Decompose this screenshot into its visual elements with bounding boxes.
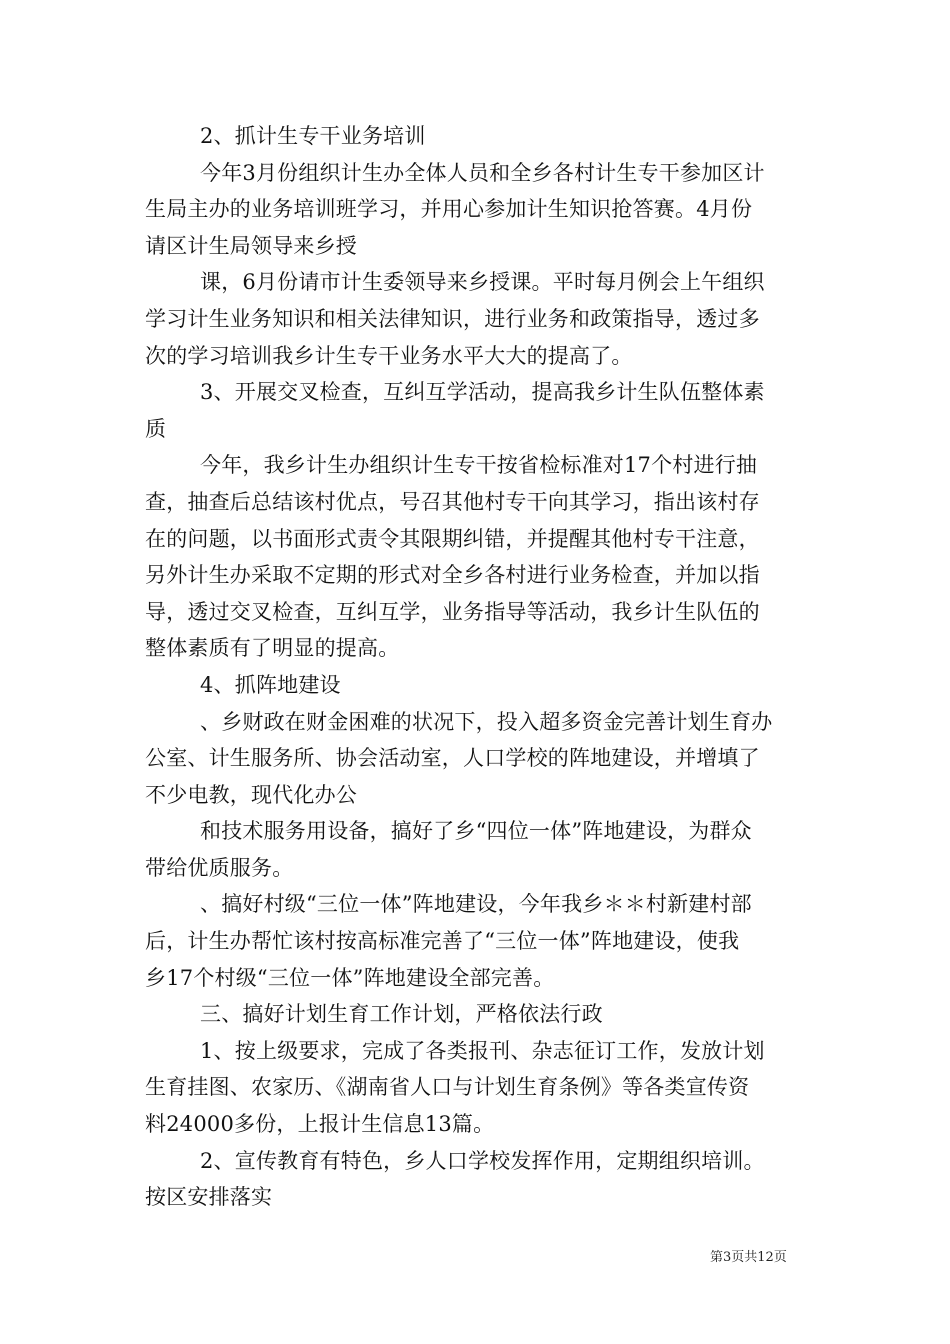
text-line: 和技术服务用设备，搞好了乡“四位一体”阵地建设，为群众 xyxy=(200,819,752,844)
text-line: 带给优质服务。 xyxy=(145,855,294,880)
page-number: 第3页共12页 xyxy=(710,1250,787,1265)
text-line: 按区安排落实 xyxy=(145,1185,273,1210)
text-line: 今年3月份组织计生办全体人员和全乡各村计生专干参加区计 xyxy=(200,160,765,185)
text-line: 、乡财政在财金困难的状况下，投入超多资金完善计划生育办 xyxy=(200,709,773,734)
text-line: 学习计生业务知识和相关法律知识，进行业务和政策指导，透过多 xyxy=(145,306,760,331)
text-line: 4、抓阵地建设 xyxy=(200,672,341,697)
text-line: 3、开展交叉检查，互纠互学活动，提高我乡计生队伍整体素 xyxy=(200,380,765,405)
text-line: 、搞好村级“三位一体”阵地建设，今年我乡＊＊村新建村部 xyxy=(200,892,752,917)
text-line: 1、按上级要求，完成了各类报刊、杂志征订工作，发放计划 xyxy=(200,1038,765,1063)
text-line: 另外计生办采取不定期的形式对全乡各村进行业务检查，并加以指 xyxy=(145,563,760,588)
text-line: 课，6月份请市计生委领导来乡授课。平时每月例会上午组织 xyxy=(200,270,765,295)
text-line: 乡17个村级“三位一体”阵地建设全部完善。 xyxy=(145,965,555,990)
text-line: 生局主办的业务培训班学习，并用心参加计生知识抢答赛。4月份 xyxy=(145,197,753,222)
text-line: 2、宣传教育有特色，乡人口学校发挥作用，定期组织培训。 xyxy=(200,1148,765,1173)
text-line: 不少电教，现代化办公 xyxy=(145,782,357,807)
text-line: 查，抽查后总结该村优点，号召其他村专干向其学习，指出该村存 xyxy=(145,489,760,514)
text-line: 质 xyxy=(145,416,167,441)
text-line: 在的问题，以书面形式责令其限期纠错，并提醒其他村专干注意， xyxy=(145,526,760,551)
text-line: 导，透过交叉检查，互纠互学，业务指导等活动，我乡计生队伍的 xyxy=(145,599,760,624)
text-line: 2、抓计生专干业务培训 xyxy=(200,124,426,148)
text-line: 请区计生局领导来乡授 xyxy=(145,233,357,258)
text-line: 今年，我乡计生办组织计生专干按省检标准对17个村进行抽 xyxy=(200,453,758,478)
text-line: 公室、计生服务所、协会活动室，人口学校的阵地建设，并增填了 xyxy=(145,746,760,771)
text-line: 后，计生办帮忙该村按高标准完善了“三位一体”阵地建设，使我 xyxy=(145,929,740,954)
text-line: 料24000多份，上报计生信息13篇。 xyxy=(145,1112,495,1137)
document-body xyxy=(145,118,810,1216)
text-line: 三、搞好计划生育工作计划，严格依法行政 xyxy=(200,1002,603,1027)
text-line: 生育挂图、农家历、《湖南省人口与计划生育条例》等各类宣传资 xyxy=(145,1075,750,1100)
text-line: 整体素质有了明显的提高。 xyxy=(145,636,400,661)
text-line: 次的学习培训我乡计生专干业务水平大大的提高了。 xyxy=(145,343,633,368)
